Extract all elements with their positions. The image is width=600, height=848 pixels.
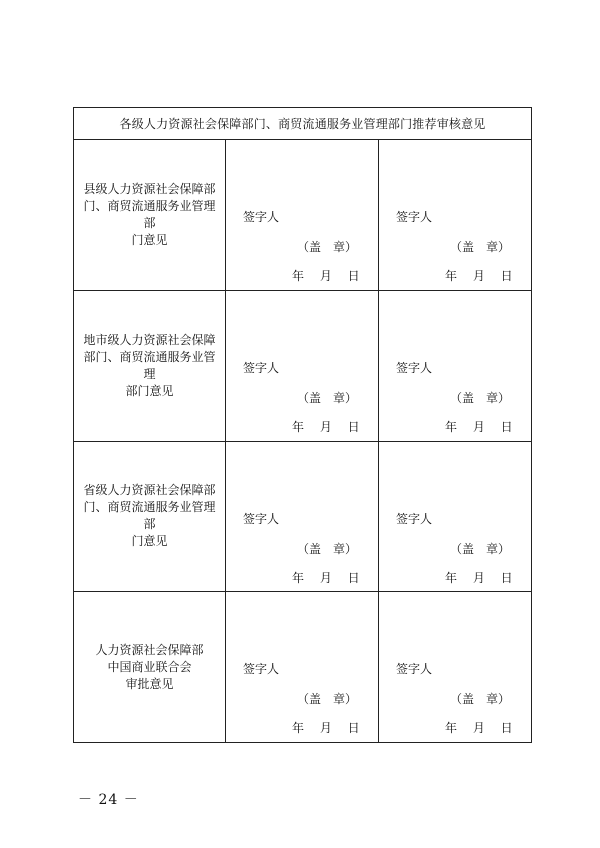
table-row bbox=[74, 140, 532, 291]
table-row bbox=[74, 592, 532, 743]
department-label-national bbox=[74, 592, 226, 743]
date-line: 年 月 日 bbox=[445, 419, 513, 434]
label-line: 门、商贸流通服务业管理部 bbox=[83, 500, 216, 532]
label-line: 审批意见 bbox=[125, 676, 174, 691]
seal-label: （盖 章） bbox=[297, 390, 358, 405]
commerce-dept-opinion-cell[interactable] bbox=[379, 592, 532, 743]
department-label-city bbox=[74, 290, 226, 441]
page-number: － 24 － bbox=[78, 792, 139, 808]
signer-label: 签字人 bbox=[396, 210, 433, 225]
hr-dept-opinion-cell[interactable] bbox=[226, 290, 379, 441]
label-line: 人力资源社会保障部 bbox=[95, 642, 204, 657]
date-line: 年 月 日 bbox=[445, 570, 513, 585]
commerce-dept-opinion-cell[interactable] bbox=[379, 441, 532, 592]
signer-label: 签字人 bbox=[396, 360, 433, 375]
seal-label: （盖 章） bbox=[450, 240, 511, 255]
date-line: 年 月 日 bbox=[292, 419, 360, 434]
hr-dept-opinion-cell[interactable] bbox=[226, 441, 379, 592]
label-line: 中国商业联合会 bbox=[107, 659, 192, 674]
seal-label: （盖 章） bbox=[450, 390, 511, 405]
label-line: 部门、商贸流通服务业管理 bbox=[83, 349, 216, 381]
label-line: 门意见 bbox=[131, 232, 168, 247]
label-line: 省级人力资源社会保障部 bbox=[83, 483, 216, 498]
label-line: 门、商贸流通服务业管理部 bbox=[83, 198, 216, 230]
seal-label: （盖 章） bbox=[297, 541, 358, 556]
date-line: 年 月 日 bbox=[445, 269, 513, 284]
department-label-province bbox=[74, 441, 226, 592]
table-row bbox=[74, 441, 532, 592]
date-line: 年 月 日 bbox=[445, 721, 513, 736]
signer-label: 签字人 bbox=[243, 662, 280, 677]
date-line: 年 月 日 bbox=[292, 570, 360, 585]
commerce-dept-opinion-cell[interactable] bbox=[379, 290, 532, 441]
commerce-dept-opinion-cell[interactable] bbox=[379, 140, 532, 291]
signer-label: 签字人 bbox=[243, 511, 280, 526]
seal-label: （盖 章） bbox=[450, 541, 511, 556]
signer-label: 签字人 bbox=[396, 511, 433, 526]
label-line: 部门意见 bbox=[125, 383, 174, 398]
signer-label: 签字人 bbox=[243, 210, 280, 225]
recommendation-review-table bbox=[73, 107, 532, 743]
date-line: 年 月 日 bbox=[292, 721, 360, 736]
label-line: 门意见 bbox=[131, 534, 168, 549]
department-label-county bbox=[74, 140, 226, 291]
label-line: 县级人力资源社会保障部 bbox=[83, 181, 216, 196]
seal-label: （盖 章） bbox=[297, 692, 358, 707]
table-row bbox=[74, 290, 532, 441]
signer-label: 签字人 bbox=[243, 360, 280, 375]
seal-label: （盖 章） bbox=[450, 692, 511, 707]
table-header: 各级人力资源社会保障部门、商贸流通服务业管理部门推荐审核意见 bbox=[74, 108, 532, 140]
hr-dept-opinion-cell[interactable] bbox=[226, 140, 379, 291]
signer-label: 签字人 bbox=[396, 662, 433, 677]
header-row bbox=[74, 108, 532, 140]
hr-dept-opinion-cell[interactable] bbox=[226, 592, 379, 743]
label-line: 地市级人力资源社会保障 bbox=[83, 332, 216, 347]
seal-label: （盖 章） bbox=[297, 240, 358, 255]
date-line: 年 月 日 bbox=[292, 269, 360, 284]
